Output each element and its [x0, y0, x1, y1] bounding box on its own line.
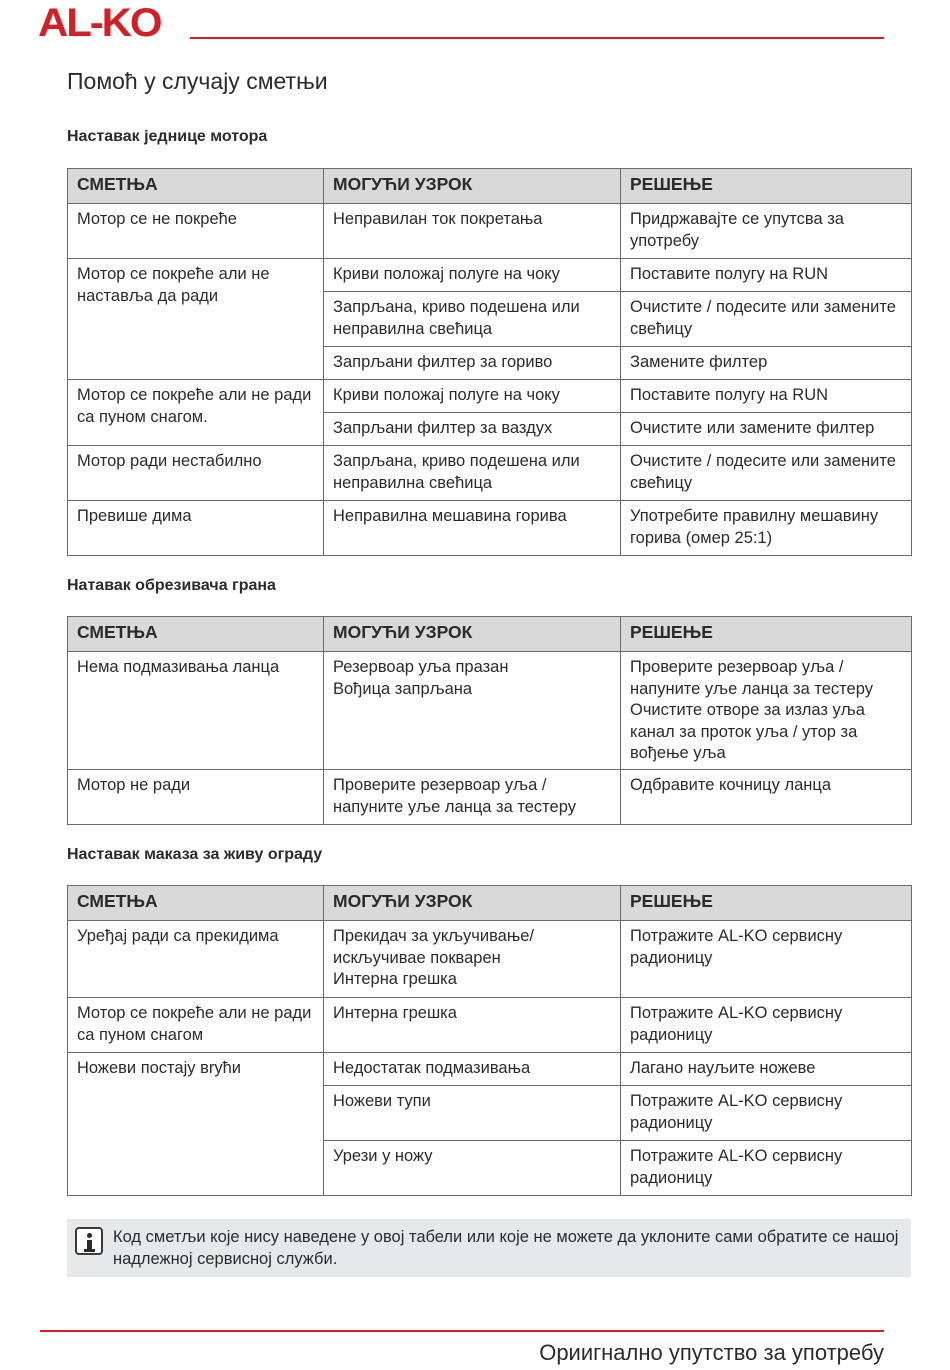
hedge-troubleshooting-table [67, 885, 912, 1196]
table-row [68, 770, 912, 825]
cause-cell: Проверите резервоар уља / напуните уље ланца за тестеру [324, 770, 621, 825]
table-row [68, 652, 912, 770]
solution-cell: Потражите AL-KO сервисну радионицу [621, 998, 912, 1053]
info-note-text: Код сметљи које нису наведене у овој табели или које не можете да уклоните сами обратите се нашој надлежној сервисној служби. [113, 1228, 899, 1268]
table-row [68, 259, 912, 292]
page-title: Помоћ у случају сметњи [67, 68, 328, 94]
footer-rule [40, 1330, 884, 1332]
section-title-hedge: Наставак маказа за живу ограду [67, 846, 323, 863]
fault-cell: Мотор не ради [68, 770, 324, 825]
table-header-row [68, 886, 912, 921]
solution-cell: Очистите / подесите или замените свећицу [621, 292, 912, 347]
fault-cell: Мотор се покреће али не наставља да ради [68, 259, 324, 380]
fault-cell: Мотор се покреће али не ради са пуном снагом. [68, 380, 324, 446]
cause-cell: Запрљани филтер за ваздух [324, 413, 621, 446]
table-header-row [68, 617, 912, 652]
alko-logo: AL-KO [38, 1, 161, 45]
solution-cell: Употребите правилну мешавину горива (омер 25:1) [621, 501, 912, 556]
cause-cell: Ножеви тупи [324, 1086, 621, 1141]
column-header-solution: РЕШЕЊЕ [621, 617, 912, 652]
fault-cell: Нема подмазивања ланца [68, 652, 324, 770]
table-row [68, 998, 912, 1053]
solution-cell: Очистите / подесите или замените свећицу [621, 446, 912, 501]
solution-cell: Замените филтер [621, 347, 912, 380]
cause-cell: Интерна грешка [324, 998, 621, 1053]
motor-troubleshooting-table [67, 168, 912, 556]
table-row [68, 1053, 912, 1086]
info-note [67, 1219, 911, 1277]
fault-cell: Уређај ради са прекидима [68, 921, 324, 998]
info-icon [75, 1227, 103, 1255]
table-row [68, 921, 912, 998]
cause-cell: Запрљана, криво подешена или неправилна свећица [324, 446, 621, 501]
table-row [68, 380, 912, 413]
solution-cell: Потражите AL-KO сервисну радионицу [621, 921, 912, 998]
solution-cell: Очистите или замените филтер [621, 413, 912, 446]
cause-cell: Криви положај полуге на чоку [324, 259, 621, 292]
solution-cell: Потражите AL-KO сервисну радионицу [621, 1141, 912, 1196]
footer-title: Ориигнално упутство за употребу [539, 1340, 884, 1365]
column-header-fault: СМЕТЊА [68, 169, 324, 204]
section-title-pruner: Натавак обрезивача грана [67, 577, 276, 594]
column-header-cause: МОГУЋИ УЗРОК [324, 617, 621, 652]
cause-cell: Запрљана, криво подешена или неправилна свећица [324, 292, 621, 347]
solution-cell: Придржавајте се упутсва за употребу [621, 204, 912, 259]
column-header-cause: МОГУЋИ УЗРОК [324, 169, 621, 204]
cause-cell: Криви положај полуге на чоку [324, 380, 621, 413]
fault-cell: Превише дима [68, 501, 324, 556]
fault-cell: Ножеви постају вrући [68, 1053, 324, 1196]
table-row [68, 446, 912, 501]
cause-cell: Прекидач за укључивање/ искључивае покварен Интерна грешка [324, 921, 621, 998]
column-header-fault: СМЕТЊА [68, 617, 324, 652]
column-header-solution: РЕШЕЊЕ [621, 169, 912, 204]
solution-cell: Потражите AL-KO сервисну радионицу [621, 1086, 912, 1141]
solution-cell: Поставите полугу на RUN [621, 259, 912, 292]
column-header-fault: СМЕТЊА [68, 886, 324, 921]
section-title-motor: Наставак једнице мотора [67, 128, 268, 145]
cause-cell: Запрљани филтер за гориво [324, 347, 621, 380]
cause-cell: Неправилан ток покретања [324, 204, 621, 259]
fault-cell: Мотор ради нестабилно [68, 446, 324, 501]
solution-cell: Поставите полугу на RUN [621, 380, 912, 413]
cause-cell: Недостатак подмазивања [324, 1053, 621, 1086]
solution-cell: Проверите резервоар уља / напуните уље ланца за тестеру Очистите отворе за излаз уља канал за проток уља / утор за вођење уља [621, 652, 912, 770]
column-header-cause: МОГУЋИ УЗРОК [324, 886, 621, 921]
pruner-troubleshooting-table [67, 616, 912, 825]
cause-cell: Неправилна мешавина горива [324, 501, 621, 556]
cause-cell: Резервоар уља празан Вођица запрљана [324, 652, 621, 770]
column-header-solution: РЕШЕЊЕ [621, 886, 912, 921]
solution-cell: Лагано науљите ножеве [621, 1053, 912, 1086]
header-rule [190, 37, 884, 39]
fault-cell: Мотор се не покреће [68, 204, 324, 259]
table-row [68, 204, 912, 259]
solution-cell: Одбравите кочницу ланца [621, 770, 912, 825]
table-row [68, 501, 912, 556]
fault-cell: Мотор се покреће али не ради са пуном снагом [68, 998, 324, 1053]
table-header-row [68, 169, 912, 204]
cause-cell: Урези у ножу [324, 1141, 621, 1196]
